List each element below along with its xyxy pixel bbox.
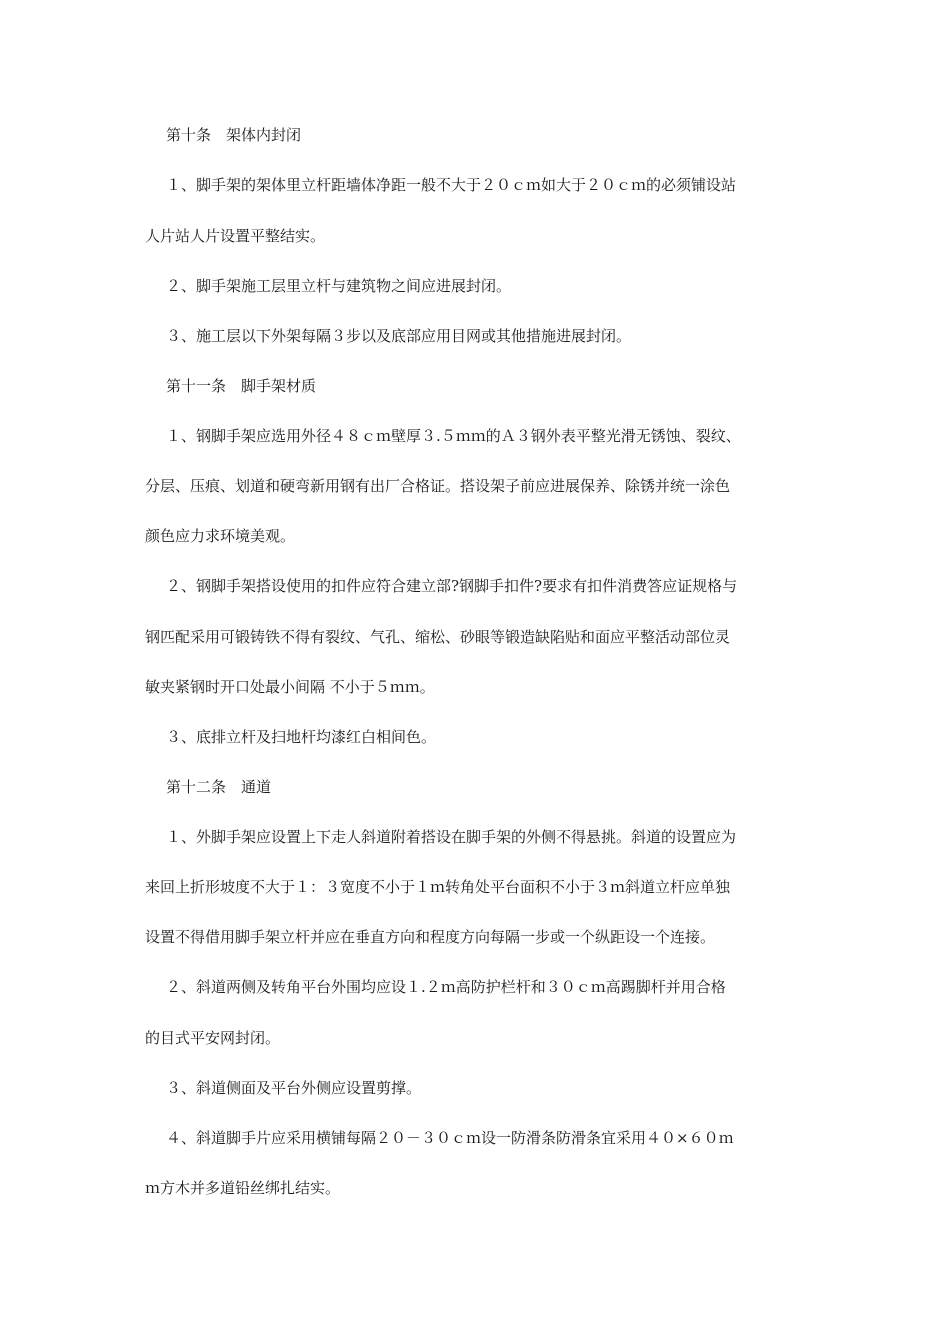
- paragraph-line: ３、施工层以下外架每隔３步以及底部应用目网或其他措施进展封闭。: [166, 327, 632, 345]
- paragraph-line: 分层、压痕、划道和硬弯新用钢有出厂合格证。搭设架子前应进展保养、除锈并统一涂色: [145, 477, 731, 495]
- paragraph-line: 设置不得借用脚手架立杆并应在垂直方向和程度方向每隔一步或一个纵距设一个连接。: [145, 928, 716, 946]
- paragraph-line: １、脚手架的架体里立杆距墙体净距一般不大于２０ｃｍ如大于２０ｃｍ的必须铺设站: [166, 176, 737, 194]
- paragraph-line: １、外脚手架应设置上下走人斜道附着搭设在脚手架的外侧不得悬挑。斜道的设置应为: [166, 828, 737, 846]
- paragraph-line: 颜色应力求环境美观。: [145, 527, 296, 545]
- article-11-heading: 第十一条 脚手架材质: [166, 377, 317, 395]
- paragraph-line: ２、斜道两侧及转角平台外围均应设１.２ｍ高防护栏杆和３０ｃｍ高踢脚杆并用合格: [166, 978, 726, 996]
- paragraph-line: ２、钢脚手架搭设使用的扣件应符合建立部?钢脚手扣件?要求有扣件消费答应证规格与: [166, 577, 738, 595]
- paragraph-line: ３、斜道侧面及平台外侧应设置剪撑。: [166, 1079, 422, 1097]
- paragraph-line: 来回上折形坡度不大于１：３宽度不小于１ｍ转角处平台面积不小于３ｍ斜道立杆应单独: [145, 878, 731, 896]
- paragraph-line: ３、底排立杆及扫地杆均漆红白相间色。: [166, 728, 437, 746]
- article-10-heading: 第十条 架体内封闭: [166, 126, 302, 144]
- paragraph-line: ４、斜道脚手片应采用横铺每隔２０－３０ｃｍ设一防滑条防滑条宜采用４０×６０ｍ: [166, 1129, 734, 1147]
- paragraph-line: １、钢脚手架应选用外径４８ｃｍ壁厚３.５ｍｍ的Ａ３钢外表平整光滑无锈蚀、裂纹、: [166, 427, 741, 445]
- paragraph-line: 敏夹紧钢时开口处最小间隔 不小于５ｍｍ。: [145, 678, 435, 696]
- paragraph-line: ２、脚手架施工层里立杆与建筑物之间应进展封闭。: [166, 277, 512, 295]
- paragraph-line: 钢匹配采用可锻铸铁不得有裂纹、气孔、缩松、砂眼等锻造缺陷贴和面应平整活动部位灵: [145, 628, 731, 646]
- paragraph-line: ｍ方木并多道铅丝绑扎结实。: [145, 1179, 341, 1197]
- paragraph-line: 人片站人片设置平整结实。: [145, 227, 326, 245]
- paragraph-line: 的目式平安网封闭。: [145, 1029, 281, 1047]
- article-12-heading: 第十二条 通道: [166, 778, 272, 796]
